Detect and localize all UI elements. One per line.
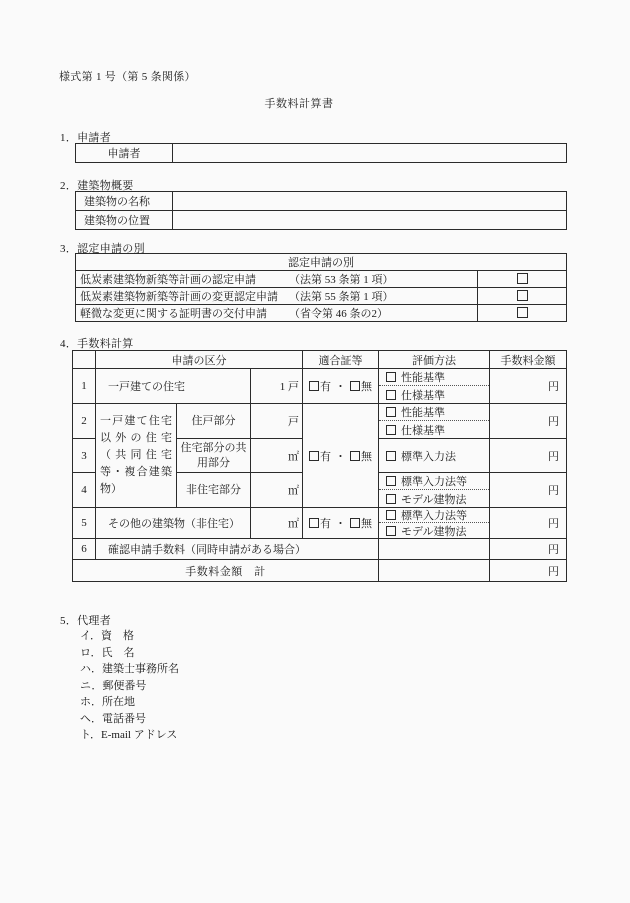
application-type-name: 低炭素建築物新築等計画の変更認定申請 (80, 291, 278, 303)
checkbox-icon[interactable] (386, 510, 396, 520)
checkbox-icon[interactable] (309, 381, 319, 391)
law-reference: （法第 53 条第 1 項） (289, 274, 394, 286)
application-type-name-cell (76, 271, 478, 288)
fee-header-blank (73, 351, 96, 369)
fee-row-part: 住戸部分 (177, 404, 251, 439)
method-label: 仕様基準 (401, 424, 445, 437)
conformity-cell (303, 404, 379, 508)
application-type-checkbox-cell[interactable] (478, 271, 567, 288)
checkbox-icon[interactable] (386, 494, 396, 504)
method-option (379, 473, 489, 490)
conformity-none-label: 無 (361, 518, 372, 530)
conformity-has-label: 有 (320, 381, 331, 393)
document-title: 手数料計算書 (264, 98, 334, 110)
checkbox-icon[interactable] (350, 451, 360, 461)
application-type-table (75, 253, 567, 322)
building-table (75, 191, 567, 230)
checkbox-icon[interactable] (386, 372, 396, 382)
fee-row-number: 6 (73, 539, 96, 560)
fee-total-amount-cell: 円 (490, 560, 567, 582)
evaluation-method-cell (379, 473, 490, 508)
evaluation-method-empty-cell (379, 539, 490, 560)
conformity-none-label: 無 (361, 381, 372, 393)
fee-row-category: 確認申請手数料（同時申請がある場合） (96, 539, 379, 560)
application-type-name: 軽微な変更に関する証明書の交付申請 (80, 308, 267, 320)
method-label: 標準入力法 (401, 450, 456, 463)
checkbox-icon[interactable] (386, 526, 396, 536)
fee-table (72, 350, 567, 582)
conformity-has-label: 有 (320, 518, 331, 530)
method-label: 仕様基準 (401, 389, 445, 402)
checkbox-icon[interactable] (386, 451, 396, 461)
evaluation-method-empty-cell (379, 560, 490, 582)
application-type-table-title: 認定申請の別 (76, 254, 567, 271)
method-option (379, 369, 489, 386)
agent-item-name: ロ．氏 名 (80, 646, 135, 659)
application-type-name-cell (76, 288, 478, 305)
checkbox-icon[interactable] (309, 451, 319, 461)
checkbox-icon[interactable] (386, 476, 396, 486)
fee-row-number: 4 (73, 473, 96, 508)
building-location-label-cell: 建築物の位置 (76, 211, 173, 230)
method-label: 性能基準 (401, 372, 445, 384)
fee-calc-section-heading: 4．手数料計算 (60, 338, 134, 350)
conformity-cell (303, 508, 379, 539)
fee-row-number: 3 (73, 439, 96, 473)
checkbox-icon[interactable] (350, 518, 360, 528)
fee-row-unit: ㎡ (251, 473, 303, 508)
method-option (379, 508, 489, 523)
fee-row-unit: 戸 (251, 404, 303, 439)
evaluation-method-cell (379, 439, 490, 473)
method-option (379, 523, 489, 538)
fee-row-part: 住宅部分の共用部分 (177, 439, 251, 473)
applicant-label-cell: 申請者 (76, 144, 173, 163)
agent-item-office: ハ．建築士事務所名 (80, 663, 179, 675)
fee-amount-cell: 円 (490, 473, 567, 508)
form-number-label: 様式第 1 号（第 5 条関係） (59, 71, 196, 83)
fee-amount-cell: 円 (490, 404, 567, 439)
checkbox-icon[interactable] (350, 381, 360, 391)
conformity-has-label: 有 (320, 450, 331, 463)
application-type-section-heading: 3．認定申請の別 (60, 243, 145, 255)
conformity-separator: ・ (335, 450, 346, 463)
checkbox-icon[interactable] (517, 307, 528, 318)
method-label: モデル建物法 (401, 525, 467, 538)
checkbox-icon[interactable] (386, 390, 396, 400)
conformity-separator: ・ (335, 518, 346, 530)
fee-amount-cell: 円 (490, 369, 567, 404)
agent-item-postal-code: ニ．郵便番号 (80, 679, 147, 692)
fee-header-method: 評価方法 (379, 351, 490, 369)
fee-row-unit: ㎡ (251, 439, 303, 473)
fee-row-unit: 1 戸 (251, 369, 303, 404)
conformity-cell (303, 369, 379, 404)
agent-item-qualification: イ．資 格 (80, 630, 135, 642)
method-option (379, 490, 489, 507)
agent-list (80, 628, 179, 744)
agent-section-heading: 5．代理者 (60, 615, 111, 627)
application-type-name: 低炭素建築物新築等計画の認定申請 (80, 274, 256, 286)
applicant-table (75, 143, 567, 163)
checkbox-icon[interactable] (517, 273, 528, 284)
checkbox-icon[interactable] (386, 425, 396, 435)
fee-group-category-cell: 一戸建て住宅以外の住宅（共同住宅等・複合建築物） (96, 404, 177, 508)
building-location-value-field[interactable] (173, 211, 567, 230)
method-option (379, 404, 489, 421)
applicant-value-field[interactable] (173, 144, 567, 163)
evaluation-method-cell (379, 369, 490, 404)
method-option (379, 386, 489, 403)
building-name-value-field[interactable] (173, 192, 567, 211)
agent-item-email: ト．E-mail アドレス (80, 729, 178, 741)
fee-header-conformity: 適合証等 (303, 351, 379, 369)
applicant-section-heading: 1．申請者 (60, 132, 111, 144)
agent-item-address: ホ．所在地 (80, 696, 135, 708)
method-label: モデル建物法 (401, 493, 467, 506)
fee-row-number: 1 (73, 369, 96, 404)
law-reference: （省令第 46 条の2） (289, 308, 388, 320)
fee-row-category: その他の建築物（非住宅） (96, 508, 251, 539)
agent-item-phone: ヘ．電話番号 (80, 712, 146, 725)
building-name-label-cell: 建築物の名称 (76, 192, 173, 211)
building-section-heading: 2．建築物概要 (60, 180, 134, 192)
evaluation-method-cell (379, 508, 490, 539)
method-label: 標準入力法等 (401, 476, 467, 488)
fee-row-category: 一戸建ての住宅 (96, 369, 251, 404)
application-type-checkbox-cell[interactable] (478, 288, 567, 305)
evaluation-method-cell (379, 404, 490, 439)
fee-total-label-cell: 手数料金額 計 (73, 560, 379, 582)
checkbox-icon[interactable] (309, 518, 319, 528)
fee-row-unit: ㎡ (251, 508, 303, 539)
fee-amount-cell: 円 (490, 439, 567, 473)
fee-row-number: 2 (73, 404, 96, 439)
conformity-separator: ・ (335, 381, 346, 393)
fee-amount-cell: 円 (490, 508, 567, 539)
method-option (379, 421, 489, 438)
fee-row-part: 非住宅部分 (177, 473, 251, 508)
checkbox-icon[interactable] (386, 407, 396, 417)
application-type-checkbox-cell[interactable] (478, 305, 567, 322)
law-reference: （法第 55 条第 1 項） (289, 291, 394, 303)
method-label: 性能基準 (401, 407, 445, 419)
fee-amount-cell: 円 (490, 539, 567, 560)
fee-row-number: 5 (73, 508, 96, 539)
method-label: 標準入力法等 (401, 510, 467, 522)
fee-header-amount: 手数料金額 (490, 351, 567, 369)
application-type-name-cell (76, 305, 478, 322)
checkbox-icon[interactable] (517, 290, 528, 301)
fee-header-category: 申請の区分 (96, 351, 303, 369)
conformity-none-label: 無 (361, 450, 372, 463)
